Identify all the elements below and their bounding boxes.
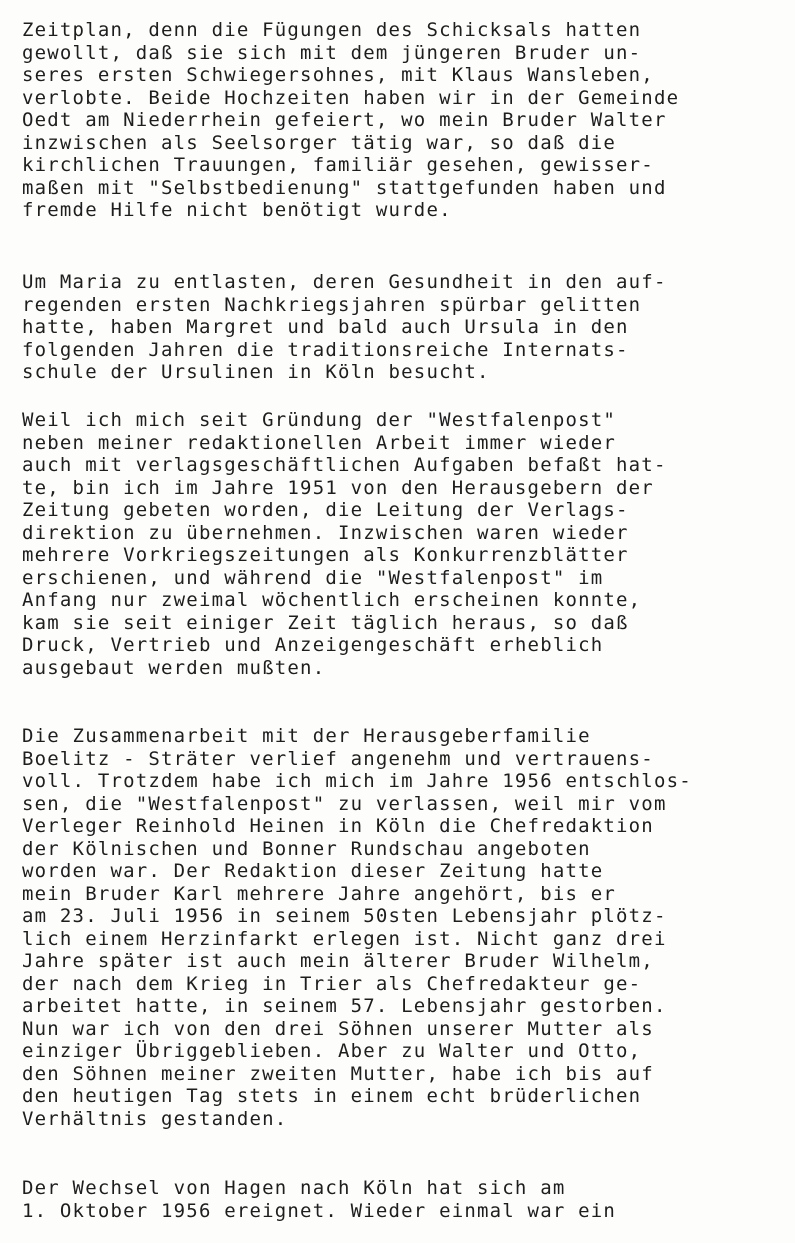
text-line: direktion zu übernehmen. Inzwischen waren wieder <box>22 521 629 544</box>
text-line: am 23. Juli 1956 in seinem 50sten Lebensjahr plötz- <box>22 905 667 927</box>
text-line: maßen mit "Selbstbedienung" stattgefunden haben und <box>22 176 667 199</box>
text-line: den heutigen Tag stets in einem echt brüderlichen <box>22 1085 642 1107</box>
paragraph-westfalenpost <box>22 409 792 679</box>
text-line: Die Zusammenarbeit mit der Herausgeberfamilie <box>22 725 591 747</box>
text-line: erschienen, und während die "Westfalenpost" im <box>22 566 604 589</box>
text-line: Zeitplan, denn die Fügungen des Schicksals hatten <box>22 19 642 41</box>
text-line: ausgebaut werden mußten. <box>22 656 326 679</box>
text-line: fremde Hilfe nicht benötigt wurde. <box>22 199 452 221</box>
text-line: Jahre später ist auch mein älterer Bruder Wilhelm, <box>22 950 654 972</box>
text-line: auch mit verlagsgeschäftlichen Aufgaben befaßt hat- <box>22 454 667 476</box>
text-line: verlobte. Beide Hochzeiten haben wir in der Gemeinde <box>22 86 680 109</box>
paragraph-cologne-move <box>22 725 792 1130</box>
text-line: Boelitz - Sträter verlief angenehm und vertrauens- <box>22 747 654 770</box>
text-line: der Kölnischen und Bonner Rundschau angeboten <box>22 837 591 860</box>
text-line: seres ersten Schwiegersohnes, mit Klaus Wansleben, <box>22 64 654 86</box>
text-line: Verleger Reinhold Heinen in Köln die Chefredaktion <box>22 815 654 837</box>
text-line: Weil ich mich seit Gründung der "Westfalenpost" <box>22 409 617 431</box>
text-line: Verhältnis gestanden. <box>22 1107 288 1130</box>
text-line: den Söhnen meiner zweiten Mutter, habe ich bis auf <box>22 1062 654 1085</box>
text-line: sen, die "Westfalenpost" zu verlassen, weil mir vom <box>22 792 667 815</box>
text-line: Um Maria zu entlasten, deren Gesundheit in den auf- <box>22 271 667 293</box>
text-line: inzwischen als Seelsorger tätig war, so daß die <box>22 131 617 154</box>
text-line: voll. Trotzdem habe ich mich im Jahre 1956 entschlos- <box>22 770 692 792</box>
text-line: te, bin ich im Jahre 1951 von den Herausgebern der <box>22 476 654 499</box>
text-line: regenden ersten Nachkriegsjahren spürbar gelitten <box>22 293 642 316</box>
text-line: der nach dem Krieg in Trier als Chefredakteur ge- <box>22 972 642 995</box>
text-line: kirchlichen Trauungen, familiär gesehen, gewisser- <box>22 154 654 176</box>
text-line: 1. Oktober 1956 ereignet. Wieder einmal war ein <box>22 1199 617 1222</box>
text-line: schule der Ursulinen in Köln besucht. <box>22 361 490 383</box>
text-line: neben meiner redaktionellen Arbeit immer wieder <box>22 431 617 454</box>
text-line: Der Wechsel von Hagen nach Köln hat sich am <box>22 1177 566 1199</box>
paragraph-maria <box>22 271 792 384</box>
text-line: hatte, haben Margret und bald auch Ursula in den <box>22 316 629 338</box>
text-line: gewollt, daß sie sich mit dem jüngeren Bruder un- <box>22 41 642 64</box>
text-line: kam sie seit einiger Zeit täglich heraus, so daß <box>22 611 629 634</box>
text-line: lich einem Herzinfarkt erlegen ist. Nicht ganz drei <box>22 927 667 950</box>
text-line: Zeitung gebeten worden, die Leitung der Verlags- <box>22 499 629 521</box>
text-line: mein Bruder Karl mehrere Jahre angehört, bis er <box>22 882 617 905</box>
text-line: arbeitet hatte, in seinem 57. Lebensjahr gestorben. <box>22 995 667 1017</box>
text-line: Oedt am Niederrhein gefeiert, wo mein Bruder Walter <box>22 109 667 131</box>
text-line: mehrere Vorkriegszeitungen als Konkurrenzblätter <box>22 544 629 566</box>
text-line: Druck, Vertrieb und Anzeigengeschäft erheblich <box>22 634 604 656</box>
paragraph-wedding <box>22 19 792 222</box>
paragraph-change-hagen-koeln <box>22 1177 792 1222</box>
text-line: einziger Übriggeblieben. Aber zu Walter und Otto, <box>22 1040 642 1062</box>
text-line: Anfang nur zweimal wöchentlich erscheinen konnte, <box>22 589 642 611</box>
text-line: folgenden Jahren die traditionsreiche Internats- <box>22 338 629 361</box>
text-line: Nun war ich von den drei Söhnen unserer Mutter als <box>22 1017 654 1040</box>
text-line: worden war. Der Redaktion dieser Zeitung hatte <box>22 860 604 882</box>
